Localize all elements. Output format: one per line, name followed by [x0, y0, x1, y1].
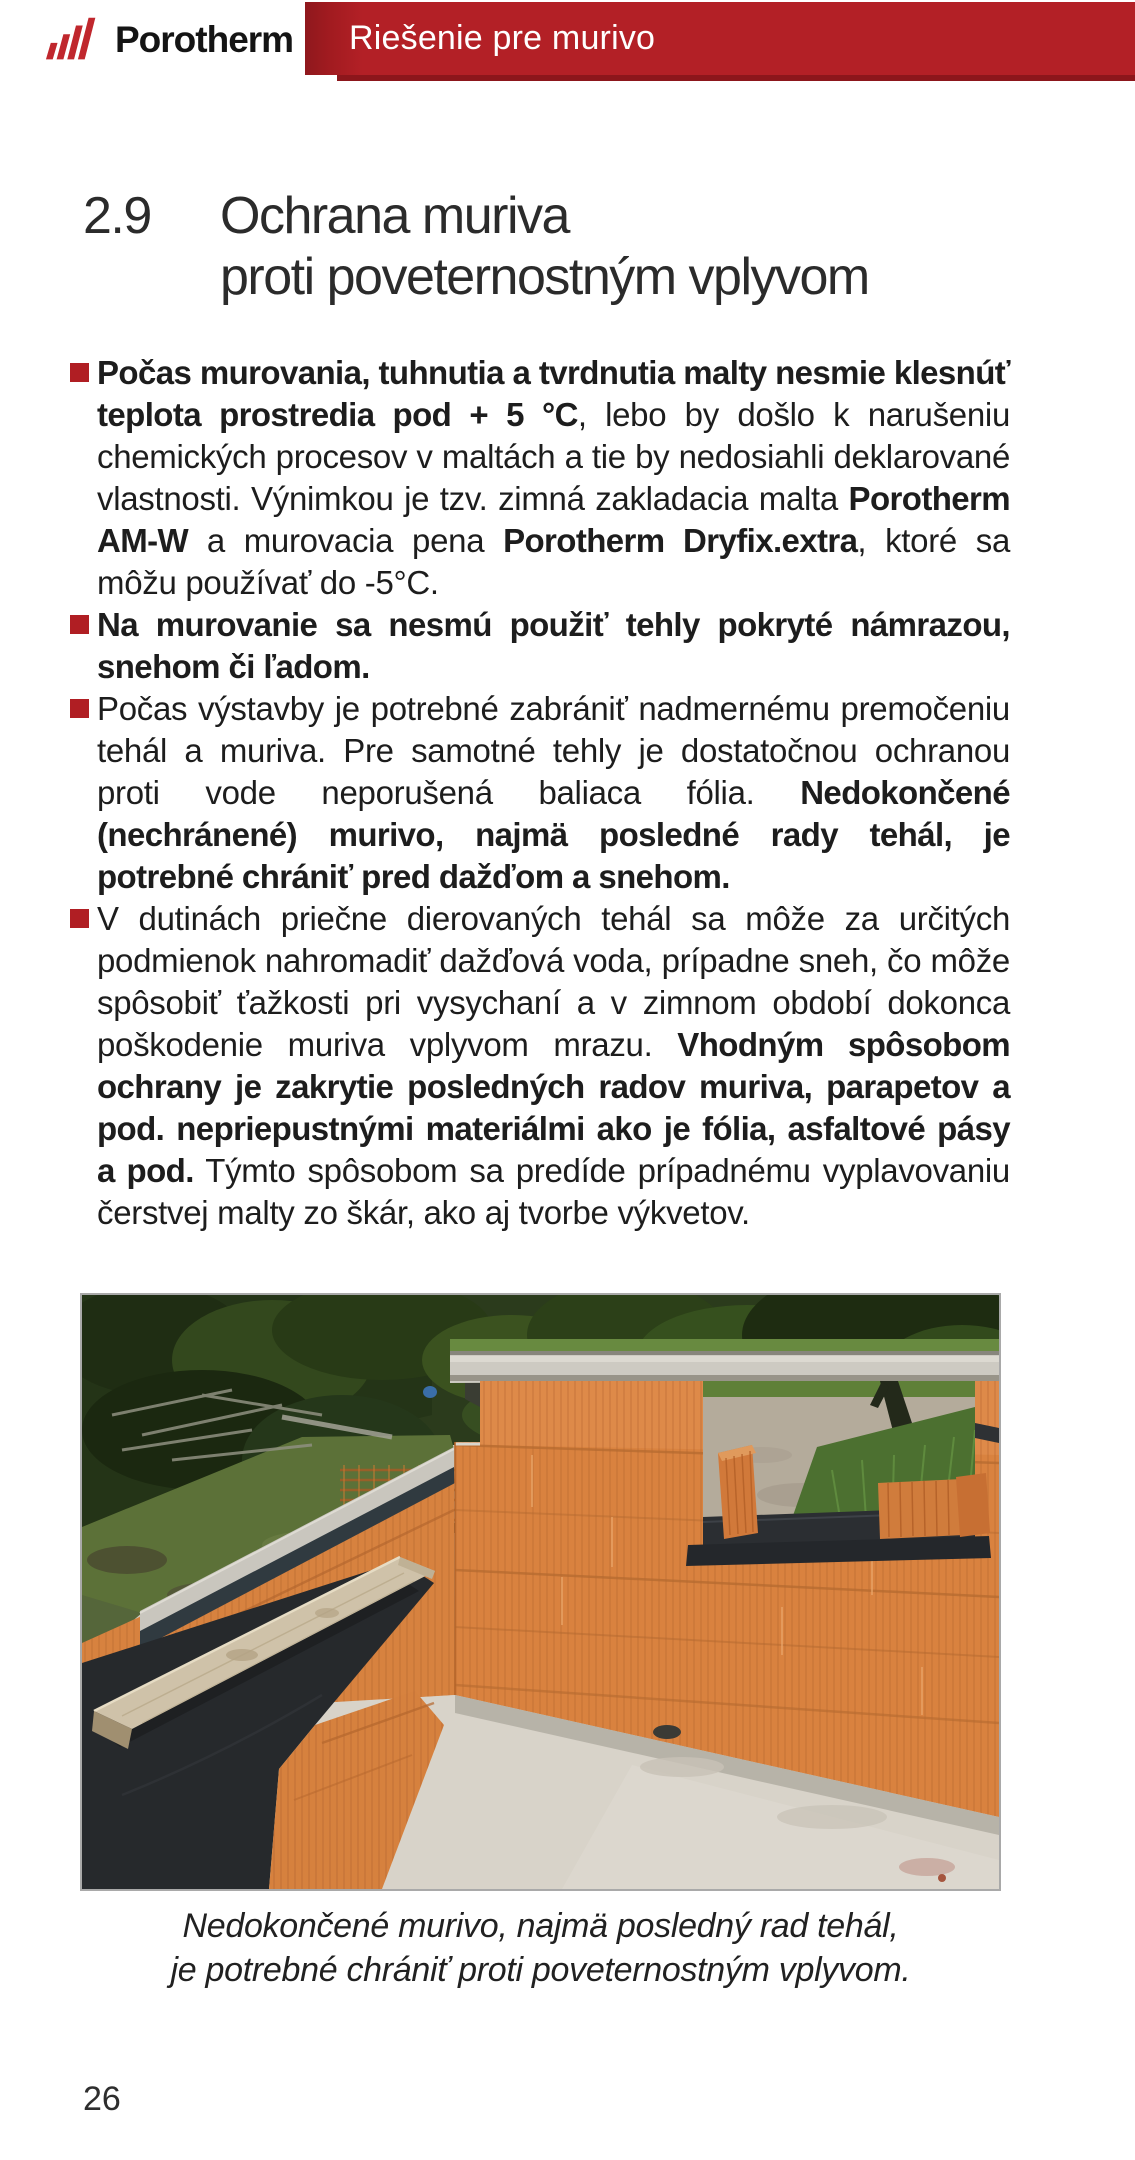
bullet-text: Počas murovania, tuhnutia a tvrdnutia malty nesmie klesnúť teplota prostredia pod + 5 °C, lebo by došlo k narušeniu chemických procesov v maltách a tie by nedosiahli deklarované vlastnosti. Výnimkou je tzv. zimná zakladacia malta Porotherm AM-W a murovacia pena Porotherm Dryfix.extra, ktoré sa môžu používať do -5°C.: [97, 354, 1011, 601]
banner-shadow: [337, 75, 1135, 81]
bullet-square-icon: [70, 615, 89, 634]
bullet-text: V dutinách priečne dierovaných tehál sa môže za určitých podmienok nahromadiť dažďová voda, prípadne sneh, čo môže spôsobiť ťažkosti pri vysychaní a v zimnom období dokonca poškodenie muriva vplyvom mrazu. Vhodným spôsobom ochrany je zakrytie posledných radov muriva, parapetov a pod. nepriepustnými materiálmi ako je fólia, asfaltové pásy a pod. Týmto spôsobom sa predíde prípadnému vyplavovaniu čerstvej malty zo škár, ako aj tvorbe výkvetov.: [97, 900, 1010, 1231]
section-title-line1: Ochrana muriva: [220, 187, 569, 245]
photo-caption-line1: Nedokončené murivo, najmä posledný rad tehál,: [182, 1907, 899, 1945]
banner-title: Riešenie pre murivo: [349, 19, 656, 57]
porotherm-flame-icon: [44, 14, 106, 66]
bullet-item: [70, 352, 1010, 604]
bullet-item: [70, 688, 1010, 898]
bullet-text: Počas výstavby je potrebné zabrániť nadmernému premočeniu tehál a muriva. Pre samotné tehly je dostatočnou ochranou proti vode neporušená baliaca fólia. Nedokončené (nechránené) murivo, najmä posledné rady tehál, je potrebné chrániť pred dažďom a snehom.: [97, 690, 1010, 895]
photo-caption-line2: je potrebné chrániť proti poveternostným vplyvom.: [170, 1951, 911, 1989]
bullet-item: [70, 604, 1010, 688]
section-heading: [83, 186, 869, 308]
construction-photo-illustration: [82, 1295, 999, 1889]
bullet-square-icon: [70, 699, 89, 718]
bullet-item: [70, 898, 1010, 1234]
page-number: 26: [83, 2080, 121, 2118]
bullet-list: [70, 352, 1010, 1234]
bullet-square-icon: [70, 909, 89, 928]
logo-text: Porotherm: [115, 19, 294, 60]
porotherm-logo: [44, 12, 293, 68]
construction-photo: [80, 1293, 1001, 1891]
photo-caption: [82, 1904, 999, 1992]
section-title: [220, 186, 869, 308]
section-title-line2: proti poveternostným vplyvom: [220, 248, 869, 306]
section-number: 2.9: [83, 187, 151, 245]
chapter-banner: [305, 2, 1135, 75]
bullet-square-icon: [70, 363, 89, 382]
bullet-text: Na murovanie sa nesmú použiť tehly pokryté námrazou, snehom či ľadom.: [97, 606, 1010, 685]
